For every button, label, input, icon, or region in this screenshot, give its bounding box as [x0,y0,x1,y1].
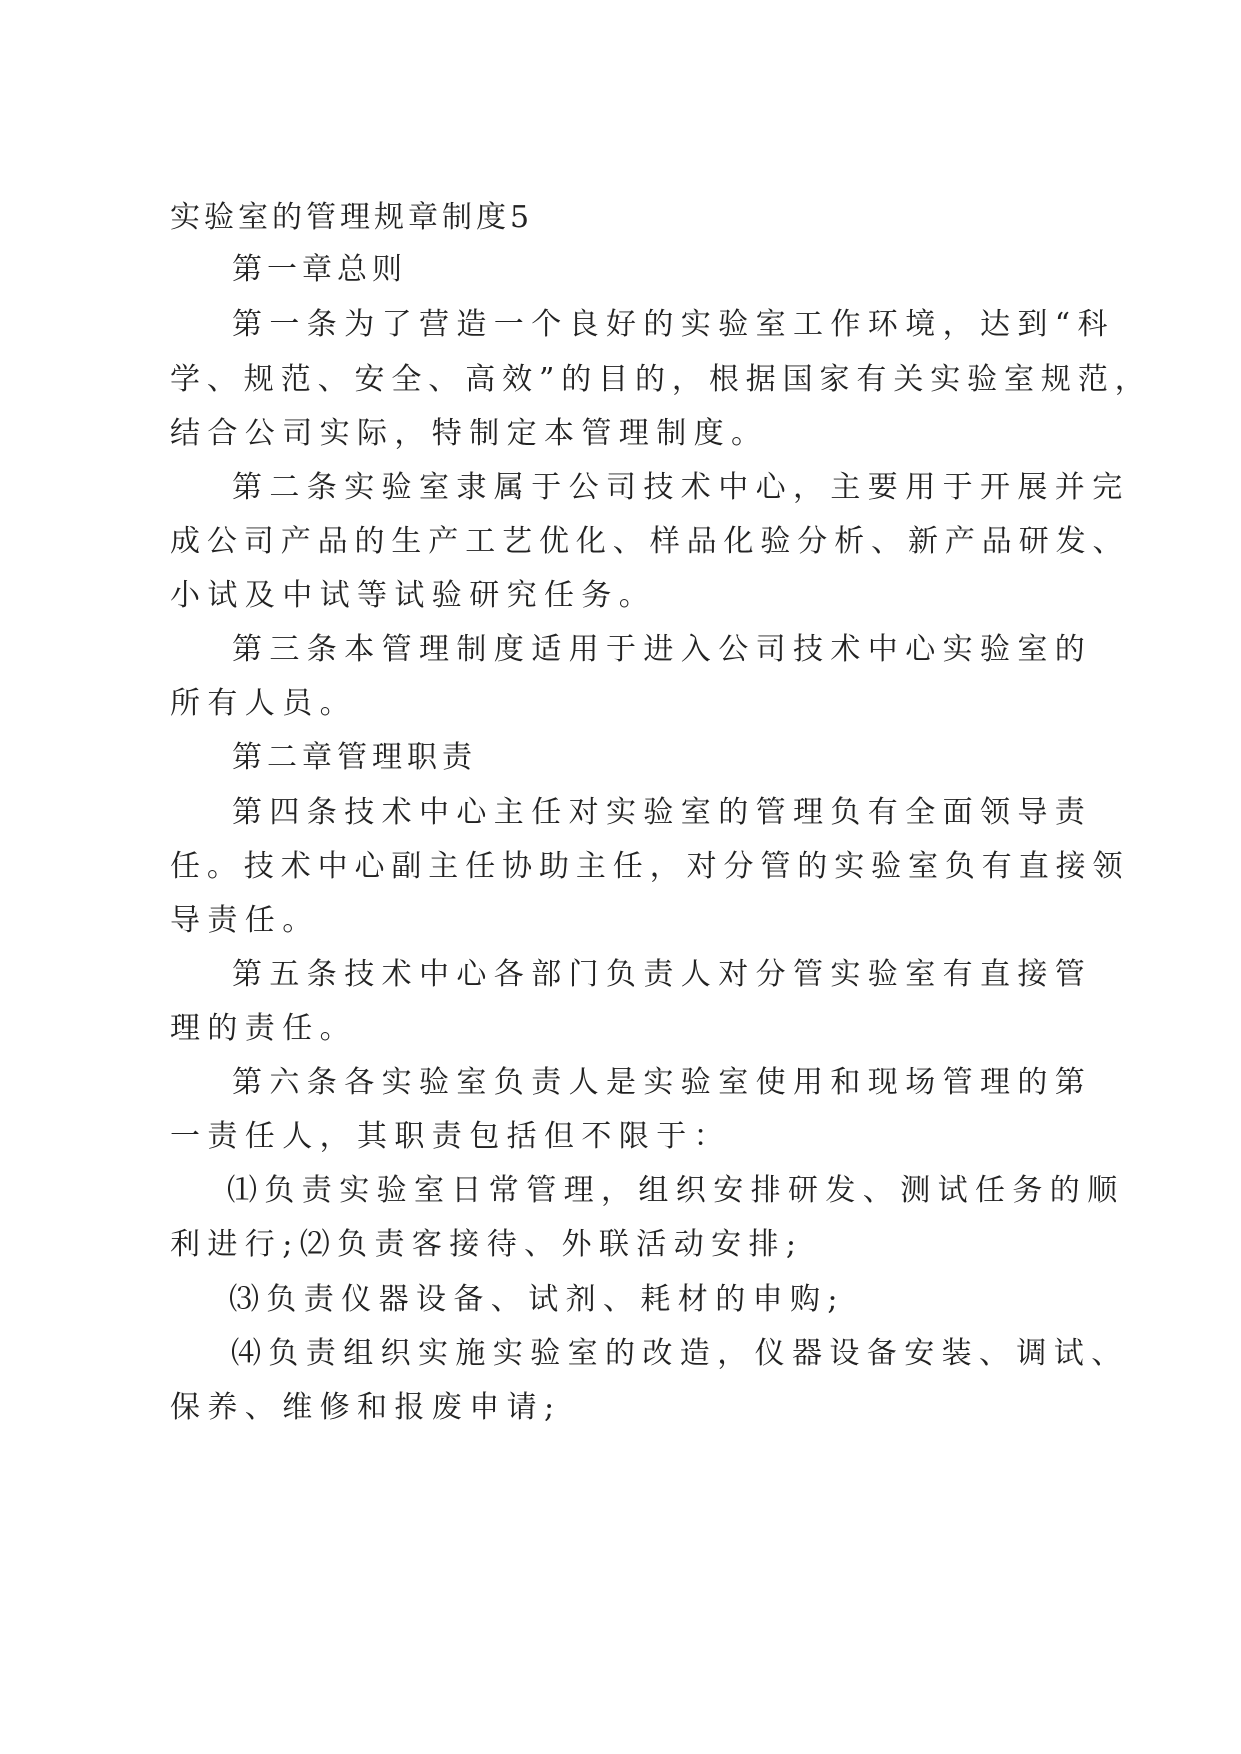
paragraph-line: 第六条各实验室负责人是实验室使用和现场管理的第 [232,1065,1093,1100]
paragraph-line: 学、规范、安全、高效”的目的，根据国家有关实验室规范， [170,362,1152,397]
document-title: 实验室的管理规章制度5 [170,200,534,235]
paragraph-line: 一责任人，其职责包括但不限于： [170,1119,731,1154]
chapter-heading: 第一章总则 [232,252,407,287]
list-item-line: ⑴负责实验室日常管理，组织安排研发、测试任务的顺 [227,1173,1125,1208]
paragraph-line: 第五条技术中心各部门负责人对分管实验室有直接管 [232,957,1093,992]
paragraph-line: 任。技术中心副主任协助主任，对分管的实验室负有直接领 [170,849,1130,884]
list-item-line: 保养、维修和报废申请; [170,1390,562,1425]
paragraph-line: 理的责任。 [170,1011,357,1046]
list-item-line: ⑷负责组织实施实验室的改造，仪器设备安装、调试、 [231,1336,1129,1371]
paragraph-line: 第四条技术中心主任对实验室的管理负有全面领导责 [232,795,1093,830]
paragraph-line: 第一条为了营造一个良好的实验室工作环境，达到“科 [232,307,1115,342]
paragraph-line: 成公司产品的生产工艺优化、样品化验分析、新产品研发、 [170,524,1130,559]
paragraph-line: 小试及中试等试验研究任务。 [170,578,657,613]
paragraph-line: 导责任。 [170,903,320,938]
paragraph-line: 第二条实验室隶属于公司技术中心，主要用于开展并完 [232,470,1130,505]
chapter-heading: 第二章管理职责 [232,740,477,775]
paragraph-line: 所有人员。 [170,686,357,721]
paragraph-line: 第三条本管理制度适用于进入公司技术中心实验室的 [232,632,1093,667]
list-item-line: ⑶负责仪器设备、试剂、耗材的申购; [229,1282,845,1317]
list-item-line: 利进行;⑵负责客接待、外联活动安排; [170,1227,804,1262]
paragraph-line: 结合公司实际，特制定本管理制度。 [170,416,769,451]
